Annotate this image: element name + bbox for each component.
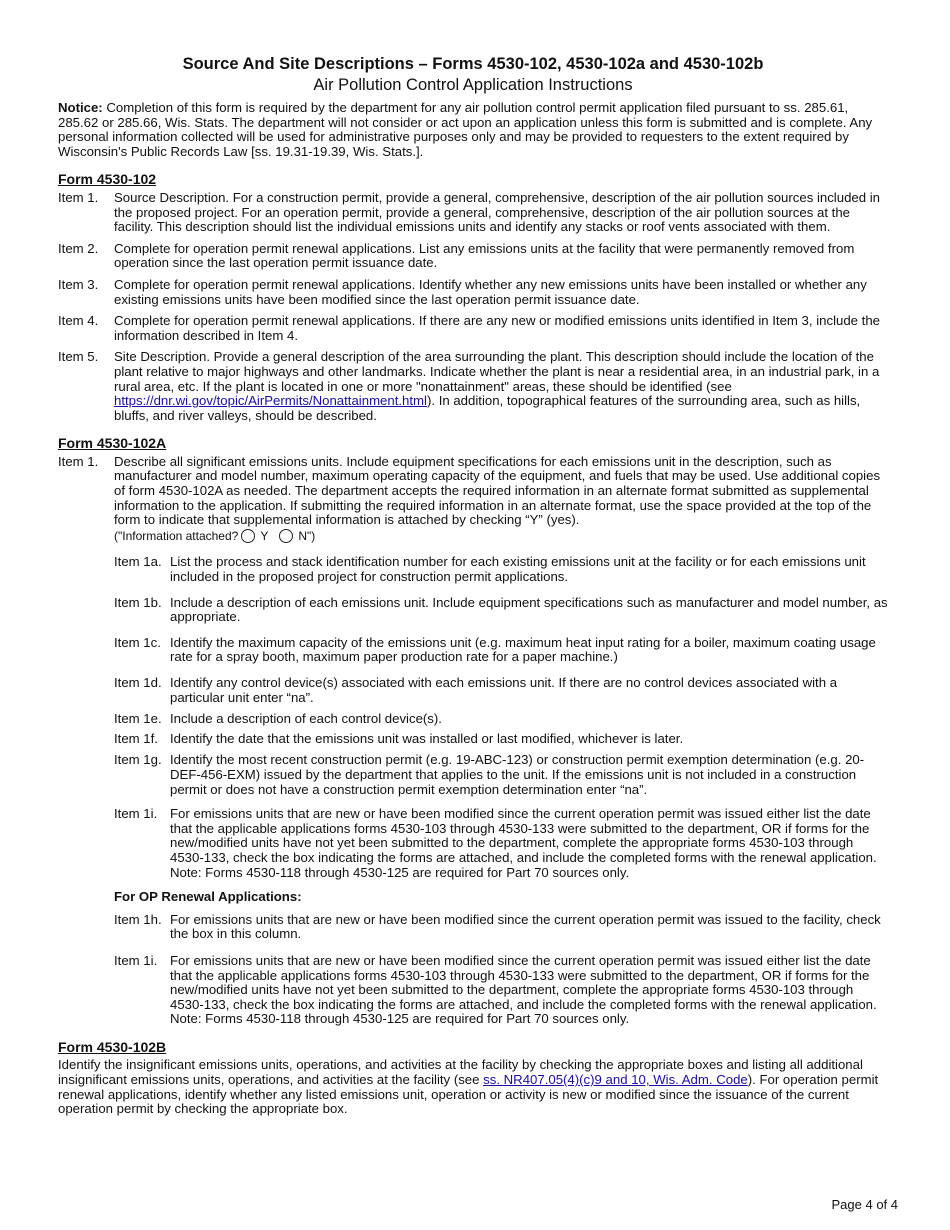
form-102b-text-before: Identify the insignificant emissions units, operations, and activities at the facility by checking the appropriate boxes and listing all additional insignificant emissions units, operations, and activities at the facility (see <box>58 1057 863 1088</box>
item-label: Item 1i. <box>114 952 158 968</box>
item-text: For emissions units that are new or have been modified since the current operation permit was issued to the facility, check the box in this column. <box>170 911 881 942</box>
form-102a-item-1f <box>114 732 888 747</box>
item-label: Item 1a. <box>114 554 162 570</box>
item-text: Identify any control device(s) associated with each emissions unit. If there are no control devices associated with a particular unit enter “na”. <box>170 675 838 705</box>
form-102-item-3 <box>58 278 888 307</box>
item-text: Identify the date that the emissions unit was installed or last modified, whichever is later. <box>170 730 684 746</box>
item-text-after: ). In addition, topographical features of the surrounding area, such as hills, bluffs, and river valleys, should be described. <box>114 393 861 423</box>
item-text: For emissions units that are new or have been modified since the current operation permit was issued either list the date that the applicable applications forms 4530-103 through 4530-133 were submitted to the department, OR if forms for the new/modified units have not yet been submitted to the department, complete the appropriate forms 4530-103 through 4530-133, check the box indicating the forms are attached, and include the completed forms with the renewal application. Note: Forms 4530-118 through 4530-125 are required for Part 70 sources only. <box>170 952 877 1027</box>
form-102-heading: Form 4530-102 <box>58 171 157 188</box>
nonattainment-link[interactable]: https://dnr.wi.gov/topic/AirPermits/Nonattainment.html <box>114 393 427 409</box>
form-102-item-5 <box>58 350 888 423</box>
radio-yes-label: Y <box>260 528 269 543</box>
form-102a-item-1a <box>114 555 888 584</box>
item-text: Identify the maximum capacity of the emissions unit (e.g. maximum heat input rating for a boiler, maximum coating usage rate for a spray booth, maximum paper production rate for a paper machine.) <box>170 634 876 665</box>
information-attached-label: ("Information attached? <box>114 528 239 543</box>
radio-yes-icon <box>241 529 255 543</box>
item-1-text: Describe all significant emissions units. Include equipment specifications for each emissions unit in the description, such as manufacturer and model number, maximum operating capacity of the equipment, and fuels that may be used. Use additional copies of form 4530-102A as needed. The department accepts the required information in an alternate format submitted as supplemental information to the application. If submitting the required information in an alternate format, use the space provided at the top of the form to indicate that supplemental information is attached by checking “Y” (yes). <box>114 453 881 528</box>
notice-label: Notice: <box>58 100 103 115</box>
nr407-link[interactable]: ss. NR407.05(4)(c)9 and 10, Wis. Adm. Code <box>483 1072 748 1088</box>
document-page <box>58 54 888 1117</box>
form-102a-heading: Form 4530-102A <box>58 435 167 452</box>
item-label: Item 1. <box>58 453 99 469</box>
form-102a-item-1c <box>114 636 888 665</box>
form-102a-item-1e <box>114 712 888 727</box>
item-label: Item 1c. <box>114 634 161 650</box>
item-label: Item 1f. <box>114 730 158 746</box>
item-label: Item 1d. <box>114 675 162 690</box>
form-102a-item-1d <box>114 676 888 705</box>
item-text <box>114 350 888 423</box>
form-102-item-2 <box>58 242 888 271</box>
item-label: Item 4. <box>58 313 99 329</box>
item-text-before: Site Description. Provide a general description of the area surrounding the plant. This description should include the location of the plant relative to major highways and other landmarks. Indicate whether the plant is near a residential area, in an industrial park, in a rural area, etc. If the plant is located in one or more "nonattainment" areas, these should be identified (see <box>114 349 880 394</box>
item-label: Item 3. <box>58 276 99 292</box>
item-text: Identify the most recent construction permit (e.g. 19-ABC-123) or construction permit exemption determination (e.g. 20-DEF-456-EXM) issued by the department that applies to the unit. If the emissions unit is not included in a construction permit or does not have a construction permit exemption determination enter “na”. <box>170 752 865 797</box>
radio-no-label: N") <box>298 528 316 543</box>
item-text: Complete for operation permit renewal applications. Identify whether any new emissions units have been installed or whether any existing emissions units have been modified since the last operation permit issuance date. <box>114 276 867 307</box>
item-label: Item 5. <box>58 349 99 365</box>
page-title: Source And Site Descriptions – Forms 4530-102, 4530-102a and 4530-102b <box>182 55 764 73</box>
form-102b-heading: Form 4530-102B <box>58 1038 167 1055</box>
form-102a-item-1g <box>114 753 888 797</box>
item-text: Source Description. For a construction permit, provide a general, comprehensive, description of the air pollution sources included in the proposed project. For an operation permit, provide a general, comprehensive, description of the air pollution sources at the facility. This description should list the individual emissions units and identify any stacks or roof vents associated with them. <box>114 189 881 235</box>
item-label: Item 1i. <box>114 806 158 822</box>
form-102-item-4 <box>58 314 888 343</box>
item-text: Complete for operation permit renewal applications. If there are any new or modified emissions units identified in Item 3, include the information described in Item 4. <box>114 313 881 343</box>
page-number: Page 4 of 4 <box>831 1197 898 1212</box>
form-102-item-1 <box>58 191 888 235</box>
page-subtitle: Air Pollution Control Application Instructions <box>313 76 633 94</box>
item-text: Include a description of each control device(s). <box>170 711 442 727</box>
radio-no-icon <box>279 529 293 543</box>
item-label: Item 1h. <box>114 911 162 927</box>
item-label: Item 1e. <box>114 711 162 727</box>
item-label: Item 1g. <box>114 752 162 768</box>
op-renewal-heading: For OP Renewal Applications: <box>114 889 302 905</box>
form-102b-paragraph <box>58 1058 888 1116</box>
form-102b-text-after: ). For operation permit renewal applications, identify whether any listed emissions unit, operation or activity is new or modified since the issuance of the current operation permit by checking the appropriate box. <box>58 1072 879 1117</box>
op-item-1h <box>114 913 888 942</box>
item-label: Item 1b. <box>114 594 162 610</box>
item-text: List the process and stack identification number for each existing emissions unit at the facility or for each emissions unit included in the proposed project for construction permit applications. <box>170 554 866 585</box>
notice-text: Completion of this form is required by the department for any air pollution control permit application filed pursuant to ss. 285.61, 285.62 or 285.66, Wis. Stats. The department will not consider or act upon an application unless this form is submitted and is complete. Any personal information collected will be used for administrative purposes only and may be provided to requesters to the extent required by Wisconsin's Public Records Law [ss. 19.31-19.39, Wis. Stats.]. <box>58 100 873 159</box>
information-attached-line <box>114 529 888 544</box>
item-text <box>114 455 888 544</box>
item-text: Include a description of each emissions unit. Include equipment specifications such as manufacturer and model number, as appropriate. <box>170 594 888 625</box>
form-102a-item-1i <box>114 807 888 880</box>
item-text: For emissions units that are new or have been modified since the current operation permit was issued either list the date that the applicable applications forms 4530-103 through 4530-133 were submitted to the department, OR if forms for the new/modified units have not yet been submitted to the department, complete the appropriate forms 4530-103 through 4530-133, check the box indicating the forms are attached, and include the completed forms with the renewal application. Note: Forms 4530-118 through 4530-125 are required for Part 70 sources only. <box>170 806 877 880</box>
item-label: Item 1. <box>58 189 99 205</box>
item-label: Item 2. <box>58 240 99 256</box>
notice-paragraph <box>58 101 888 159</box>
form-102a-item-1 <box>58 455 888 544</box>
form-102a-item-1b <box>114 596 888 625</box>
op-item-1i <box>114 954 888 1027</box>
item-text: Complete for operation permit renewal applications. List any emissions units at the facility that were permanently removed from operation since the last operation permit issuance date. <box>114 240 855 271</box>
